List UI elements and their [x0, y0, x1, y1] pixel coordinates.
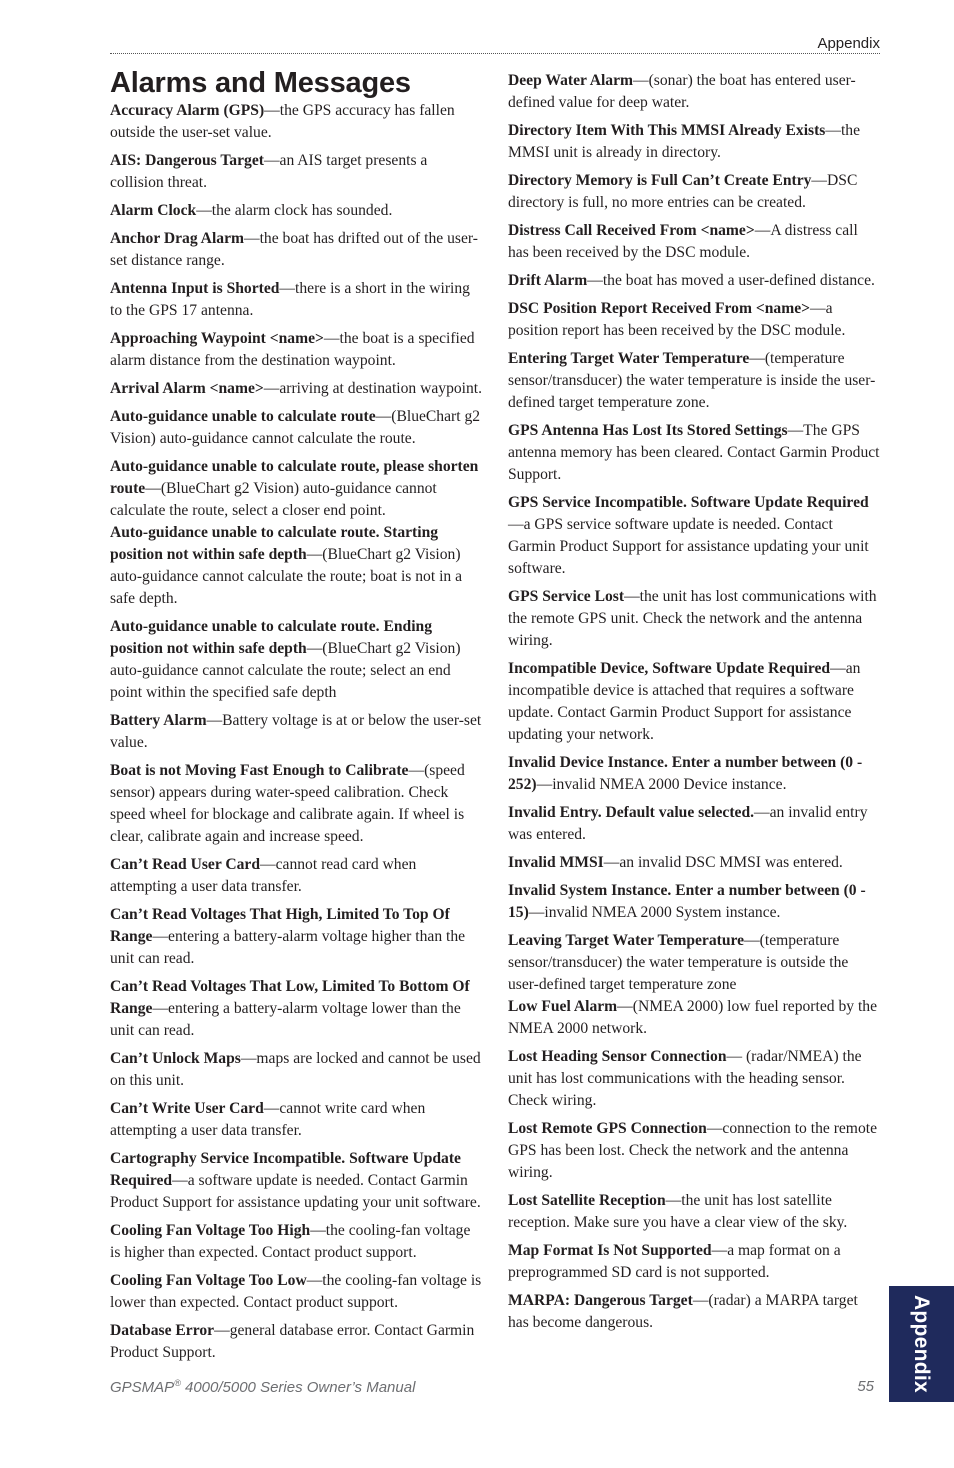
message-term: Auto-guidance unable to calculate route. Ending position not within safe depth — [110, 618, 433, 657]
message-entry — [110, 616, 484, 704]
message-description: —an invalid entry was entered. — [508, 804, 868, 843]
message-entry — [110, 854, 484, 898]
message-description: —(NMEA 2000) low fuel reported by the NMEA 2000 network. — [508, 998, 877, 1037]
message-term: Approaching Waypoint <name> — [110, 330, 324, 347]
message-description: —the cooling-fan voltage is lower than expected. Contact product support. — [110, 1272, 482, 1311]
footer-manual-suffix: 4000/5000 Series Owner’s Manual — [180, 1379, 416, 1396]
message-term: Auto-guidance unable to calculate route — [110, 408, 376, 425]
message-term: Drift Alarm — [508, 272, 588, 289]
footer-registered-mark: ® — [174, 1378, 181, 1388]
message-description: —cannot write card when attempting a user data transfer. — [110, 1100, 426, 1139]
message-entry — [508, 492, 882, 580]
message-entry — [508, 880, 882, 924]
message-term: Incompatible Device, Software Update Required — [508, 660, 831, 677]
message-description: —(BlueChart g2 Vision) auto-guidance cannot calculate the route; boat is not in a safe depth. — [110, 546, 463, 607]
footer-manual-prefix: GPSMAP — [110, 1379, 175, 1396]
message-entry — [110, 100, 484, 144]
message-description: —an AIS target presents a collision threat. — [110, 152, 428, 191]
message-term: Accuracy Alarm (GPS) — [110, 102, 265, 119]
left-column — [110, 66, 484, 1370]
message-term: Arrival Alarm <name> — [110, 380, 264, 397]
message-description: —an incompatible device is attached that requires a software update. Contact Garmin Product Support for assistance updating your network. — [508, 660, 861, 743]
message-term: Invalid System Instance. Enter a number between (0 - 15) — [508, 882, 866, 921]
message-description: —(speed sensor) appears during water-speed calibration. Check speed wheel for blockage and calibrate again. If wheel is clear, calibrate again and increase speed. — [110, 762, 465, 845]
message-description: —entering a battery-alarm voltage lower than the unit can read. — [110, 1000, 461, 1039]
message-description: —the GPS accuracy has fallen outside the user-set value. — [110, 102, 455, 141]
message-term: Directory Memory is Full Can’t Create Entry — [508, 172, 812, 189]
message-description: —the boat is a specified alarm distance from the destination waypoint. — [110, 330, 475, 369]
message-description: —the alarm clock has sounded. — [196, 202, 393, 219]
message-description: —the unit has lost communications with the remote GPS unit. Check the network and the antenna wiring. — [508, 588, 877, 649]
page-title: Alarms and Messages — [110, 67, 411, 99]
message-entry — [110, 1148, 484, 1214]
left-entry-list — [110, 100, 484, 1364]
message-term: GPS Service Incompatible. Software Update Required — [508, 494, 869, 511]
message-term: Lost Satellite Reception — [508, 1192, 666, 1209]
message-term: Invalid Device Instance. Enter a number between (0 - 252) — [508, 754, 863, 793]
message-entry — [508, 220, 882, 264]
message-entry — [110, 378, 484, 400]
message-description: —there is a short in the wiring to the GPS 17 antenna. — [110, 280, 470, 319]
message-description: —general database error. Contact Garmin Product Support. — [110, 1322, 475, 1361]
message-entry — [508, 120, 882, 164]
message-term: Can’t Write User Card — [110, 1100, 264, 1117]
message-description: —The GPS antenna memory has been cleared. Contact Garmin Product Support. — [508, 422, 880, 483]
message-description: —A distress call has been received by the DSC module. — [508, 222, 858, 261]
appendix-side-tab — [889, 1286, 954, 1402]
message-entry — [110, 522, 484, 610]
message-term: Alarm Clock — [110, 202, 197, 219]
message-description: —the MMSI unit is already in directory. — [508, 122, 861, 161]
message-description: —a position report has been received by the DSC module. — [508, 300, 846, 339]
message-entry — [110, 1098, 484, 1142]
message-description: —Battery voltage is at or below the user-set value. — [110, 712, 482, 751]
message-term: Can’t Read User Card — [110, 856, 261, 873]
right-column — [508, 70, 882, 1340]
message-description: —the unit has lost satellite reception. Make sure you have a clear view of the sky. — [508, 1192, 848, 1231]
message-term: Battery Alarm — [110, 712, 207, 729]
message-entry — [110, 278, 484, 322]
message-term: Auto-guidance unable to calculate route, please shorten route — [110, 458, 479, 497]
message-entry — [508, 1046, 882, 1112]
message-entry — [508, 420, 882, 486]
message-entry — [110, 904, 484, 970]
message-description: — (radar/NMEA) the unit has lost communications with the heading sensor. Check wiring. — [508, 1048, 862, 1109]
side-tab-label: Appendix — [910, 1294, 934, 1394]
message-description: —the cooling-fan voltage is higher than expected. Contact product support. — [110, 1222, 471, 1261]
message-entry — [508, 298, 882, 342]
message-term: Directory Item With This MMSI Already Exists — [508, 122, 826, 139]
message-term: GPS Antenna Has Lost Its Stored Settings — [508, 422, 788, 439]
message-description: —cannot read card when attempting a user data transfer. — [110, 856, 417, 895]
message-entry — [508, 930, 882, 996]
message-term: Boat is not Moving Fast Enough to Calibrate — [110, 762, 409, 779]
message-term: Auto-guidance unable to calculate route. Starting position not within safe depth — [110, 524, 439, 563]
message-term: Can’t Read Voltages That Low, Limited To Bottom Of Range — [110, 978, 470, 1017]
message-entry — [110, 1270, 484, 1314]
message-entry — [110, 1320, 484, 1364]
message-term: Database Error — [110, 1322, 215, 1339]
footer-manual-title — [110, 1378, 415, 1396]
message-term: Cooling Fan Voltage Too Low — [110, 1272, 307, 1289]
message-description: —(sonar) the boat has entered user-defined value for deep water. — [508, 72, 856, 111]
message-description: —(temperature sensor/transducer) the water temperature is inside the user-defined target temperature zone. — [508, 350, 876, 411]
message-entry — [110, 150, 484, 194]
message-description: —(BlueChart g2 Vision) auto-guidance cannot calculate the route. — [110, 408, 481, 447]
message-term: Distress Call Received From <name> — [508, 222, 755, 239]
message-term: Low Fuel Alarm — [508, 998, 618, 1015]
message-term: Lost Remote GPS Connection — [508, 1120, 707, 1137]
message-description: —a map format on a preprogrammed SD card is not supported. — [508, 1242, 841, 1281]
message-term: DSC Position Report Received From <name> — [508, 300, 811, 317]
message-entry — [508, 852, 882, 874]
message-entry — [508, 802, 882, 846]
footer-page-number: 55 — [857, 1378, 874, 1395]
message-entry — [508, 658, 882, 746]
message-term: Invalid MMSI — [508, 854, 604, 871]
message-description: —(radar) a MARPA target has become dangerous. — [508, 1292, 858, 1331]
message-term: Anchor Drag Alarm — [110, 230, 244, 247]
message-entry — [508, 1240, 882, 1284]
message-description: —connection to the remote GPS has been lost. Check the network and the antenna wiring. — [508, 1120, 877, 1181]
message-entry — [110, 710, 484, 754]
message-description: —invalid NMEA 2000 Device instance. — [536, 776, 787, 793]
message-term: Can’t Unlock Maps — [110, 1050, 241, 1067]
message-term: GPS Service Lost — [508, 588, 625, 605]
right-entry-list — [508, 70, 882, 1334]
message-term: Can’t Read Voltages That High, Limited To Top Of Range — [110, 906, 450, 945]
message-entry — [508, 586, 882, 652]
message-entry — [110, 1048, 484, 1092]
message-description: —arriving at destination waypoint. — [263, 380, 483, 397]
message-term: Deep Water Alarm — [508, 72, 634, 89]
message-description: —invalid NMEA 2000 System instance. — [528, 904, 781, 921]
message-term: Cartography Service Incompatible. Software Update Required — [110, 1150, 461, 1189]
message-description: —(BlueChart g2 Vision) auto-guidance cannot calculate the route, select a closer end point. — [110, 480, 437, 519]
message-entry — [110, 228, 484, 272]
message-entry — [508, 348, 882, 414]
message-term: Cooling Fan Voltage Too High — [110, 1222, 311, 1239]
message-description: —entering a battery-alarm voltage higher than the unit can read. — [110, 928, 466, 967]
message-description: —(temperature sensor/transducer) the water temperature is outside the user-defined target temperature zone — [508, 932, 849, 993]
message-entry — [508, 752, 882, 796]
message-term: MARPA: Dangerous Target — [508, 1292, 693, 1309]
message-term: Leaving Target Water Temperature — [508, 932, 745, 949]
message-entry — [110, 976, 484, 1042]
message-term: Antenna Input is Shorted — [110, 280, 280, 297]
header-section-label: Appendix — [817, 35, 880, 52]
message-term: Invalid Entry. Default value selected. — [508, 804, 755, 821]
message-description: —a software update is needed. Contact Garmin Product Support for assistance updating your unit software. — [110, 1172, 481, 1211]
message-entry — [110, 328, 484, 372]
message-term: AIS: Dangerous Target — [110, 152, 264, 169]
message-term: Lost Heading Sensor Connection — [508, 1048, 727, 1065]
message-entry — [508, 1118, 882, 1184]
message-description: —an invalid DSC MMSI was entered. — [603, 854, 843, 871]
message-description: —(BlueChart g2 Vision) auto-guidance cannot calculate the route; select an end point within the specified safe depth — [110, 640, 461, 701]
message-term: Map Format Is Not Supported — [508, 1242, 712, 1259]
message-entry — [508, 1290, 882, 1334]
message-entry — [110, 760, 484, 848]
message-description: —DSC directory is full, no more entries can be created. — [508, 172, 858, 211]
message-entry — [110, 456, 484, 522]
message-entry — [110, 1220, 484, 1264]
message-entry — [508, 170, 882, 214]
message-description: —a GPS service software update is needed. Contact Garmin Product Support for assistance updating your unit software. — [508, 516, 869, 577]
message-entry — [508, 1190, 882, 1234]
message-entry — [110, 200, 484, 222]
message-entry — [508, 270, 882, 292]
message-entry — [508, 996, 882, 1040]
header-divider — [110, 53, 880, 54]
message-description: —the boat has moved a user-defined distance. — [587, 272, 875, 289]
message-description: —maps are locked and cannot be used on this unit. — [110, 1050, 481, 1089]
message-entry — [508, 70, 882, 114]
message-entry — [110, 406, 484, 450]
message-term: Entering Target Water Temperature — [508, 350, 750, 367]
message-description: —the boat has drifted out of the user-set distance range. — [110, 230, 478, 269]
